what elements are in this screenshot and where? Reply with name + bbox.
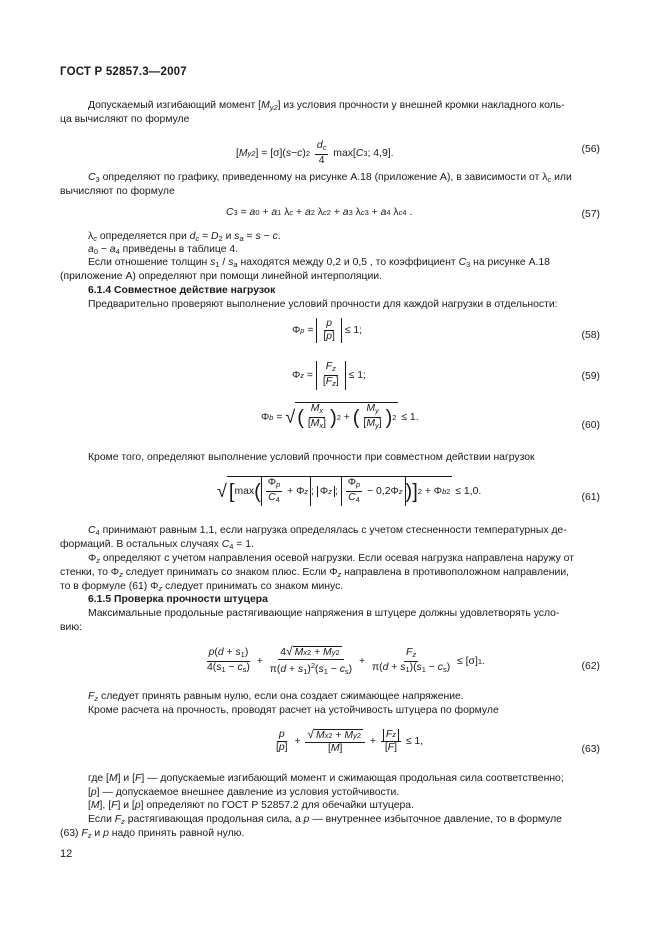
paragraph-nozzle-cont: вию: — [60, 622, 83, 633]
document-header: ГОСТ Р 52857.3—2007 — [60, 66, 187, 78]
equation-60-number: (60) — [581, 420, 600, 431]
equation-60: Φ b = √ ( $M_x$ $[M_x]$ ) 2 + ( $M_y$ $[M_y]$ ) 2 ≤ 1. — [261, 403, 419, 430]
equation-59-number: (59) — [581, 371, 600, 382]
page-number: 12 — [60, 848, 73, 860]
paragraph-ratio-cont: (приложение А) определяют при помощи линейной интерполяции. — [60, 271, 382, 282]
equation-56: [ M y2 ] = [σ]( s − c ) 2 $d_c$ 4 max[ C 3 ; 4,9]. — [236, 140, 394, 166]
equation-62-number: (62) — [581, 661, 600, 672]
paragraph-tension-cont: (63) $F_z$ и p надо принять равной нулю. — [60, 828, 245, 840]
equation-63: p [p] + √ M x 2 + M y 2 [M] + F z [F] ≤ 1, — [276, 727, 424, 754]
paragraph-stability: Кроме расчета на прочность, проводят расчет на устойчивость штуцера по формуле — [88, 705, 499, 716]
paragraph-tension: Если $F_z$ растягивающая продольная сила, а p — внутреннее избыточное давление, то в формуле — [88, 814, 562, 826]
paragraph-where: где [M] и [F] — допускаемые изгибающий момент и сжимающая продольная сила соответственно; — [88, 773, 564, 784]
equation-56-number: (56) — [581, 144, 600, 155]
paragraph-moment: Допускаемый изгибающий момент $[M_{y2}]$ из условия прочности у внешней кромки накладного коль- — [88, 100, 565, 112]
equation-58-number: (58) — [581, 330, 600, 341]
equation-62: $p(d + s_1)$ $4(s_1 - c_s)$ + 4√ M x 2 + M y 2 $\pi(d + s_1)^2(s_1 - c_s)$ + $F_z$ $\pi(d + s_1)(s_1 - c_s)$ ≤ [σ] 1 . — [207, 644, 485, 676]
paragraph-lambda: $\lambda_c$ определяется при $d_c = D_2$ и $s_a = s - c$. — [88, 231, 281, 243]
equation-57-number: (57) — [581, 209, 600, 220]
equation-58: Φ p = p [p] ≤ 1; — [292, 318, 363, 342]
paragraph-gost-ref: [M], [F] и [p] определяют по ГОСТ Р 52857.2 для обечайки штуцера. — [88, 800, 414, 811]
paragraph-a-coeffs: $a_0 - a_4$ приведены в таблице 4. — [88, 244, 239, 256]
equation-57: C 3 = a 0 + a 1 λ c + a 2 λ c 2 + a 3 λ c 3 + a 4 λ c 4 . — [226, 207, 413, 218]
paragraph-combined: Кроме того, определяют выполнение условий прочности при совместном действии нагрузок — [88, 452, 535, 463]
equation-59: Φ z = $F_z$ $[F_z]$ ≤ 1; — [292, 361, 366, 388]
paragraph-ratio: Если отношение толщин $s_1 / s_a$ находятся между 0,2 и 0,5 , то коэффициент $C_3$ на рисунке А.18 — [88, 257, 550, 269]
paragraph-p-allowable: [p] — допускаемое внешнее давление из условия устойчивости. — [88, 787, 400, 798]
paragraph-separate-check: Предварительно проверяют выполнение условий прочности для каждой нагрузки в отдельности: — [88, 299, 558, 310]
equation-61-number: (61) — [581, 492, 600, 503]
paragraph-c3-cont: вычисляют по формуле — [60, 186, 175, 197]
paragraph-moment-cont: ца вычисляют по формуле — [60, 114, 190, 125]
paragraph-phi-z-cont2: то в формуле (61) $\Phi_z$ следует принимать со знаком минус. — [60, 581, 344, 593]
paragraph-fz-zero: $F_z$ следует принять равным нулю, если она создает сжимающее напряжение. — [88, 691, 464, 703]
paragraph-phi-z: $\Phi_z$ определяют с учетом направления осевой нагрузки. Если осевая нагрузка направлена наружу от — [88, 553, 574, 565]
paragraph-c4: $C_4$ принимают равным 1,1, если нагрузка определялась с учетом стесненности температурных де- — [88, 525, 567, 537]
paragraph-phi-z-cont1: стенки, то $\Phi_z$ следует принимать со знаком плюс. Если $\Phi_z$ направлена в противоположном направлении, — [60, 567, 570, 579]
paragraph-c4-cont: формаций. В остальных случаях $C_4 = 1$. — [60, 539, 254, 551]
paragraph-c3: $C_3$ определяют по графику, приведенному на рисунке А.18 (приложение А), в зависимости от $\lambda_c$ или — [88, 172, 572, 184]
section-6-1-4-heading: 6.1.4 Совместное действие нагрузок — [88, 285, 276, 296]
paragraph-nozzle: Максимальные продольные растягивающие напряжения в штуцере должны удовлетворять усло- — [88, 608, 560, 619]
section-6-1-5-heading: 6.1.5 Проверка прочности штуцера — [88, 594, 268, 605]
equation-61: √ [ max ( $\Phi_p$ $C_4$ + Φ z ; Φ z ; $\Phi_p$ $C_4$ − 0,2Φ z ) ] 2 + Φ b 2 ≤ 1,0. — [217, 477, 482, 504]
equation-63-number: (63) — [581, 744, 600, 755]
